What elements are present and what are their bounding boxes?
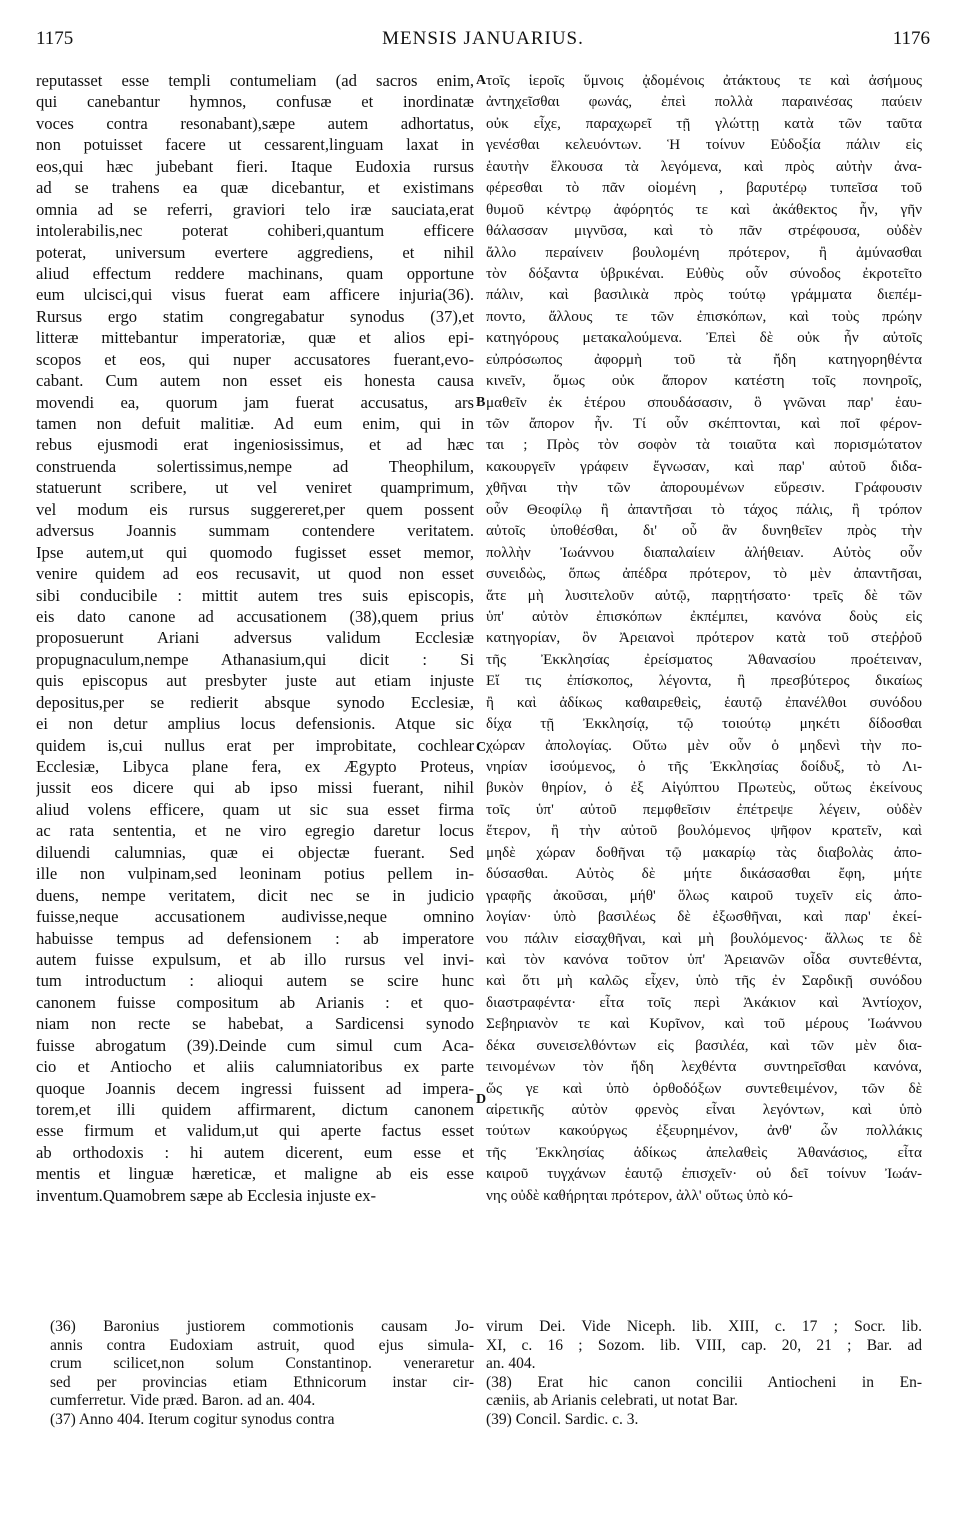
latin-text-line: inventum.Quamobrem sæpe ab Ecclesia injuste ex- [36, 1185, 377, 1205]
footnote-line: sed per provincias etiam Ethnicorum instar cir- [50, 1373, 474, 1391]
greek-text-line: βυκὸν θηρίον, ὁ ἐξ Αἰγύπτου Πρωτεὺς, οὕτως ἐκείνους [486, 779, 922, 797]
margin-mark-b: B [476, 395, 486, 410]
latin-text-line: omnia ad se referri, graviori telo iræ sauciata,erat [36, 199, 474, 219]
greek-text-line: εὐπρόσωπος ἀφορμὴ τοῦ τὰ ἤδη κατηγορηθέντα [486, 350, 922, 368]
footnote-line: cumferretur. Vide præd. Baron. ad an. 404. [50, 1392, 316, 1410]
latin-text-line: cio et Antiocho et aliis calumniatoribus ex parte [36, 1057, 474, 1077]
greek-text-line: θάλασσαν μιγνῦσα, καὶ τὸ πᾶν στρέφουσα, οὐδὲν [486, 222, 922, 240]
running-header [36, 20, 930, 60]
greek-text-line: καιροῦ τυγχάνων ἑαυτῷ ἐπισχεῖν· οὐ δεῖ τοίνυν Ἰωάν- [486, 1165, 922, 1183]
footnote-line: XI, c. 16 ; Sozom. lib. VIII, cap. 20, 21 ; Bar. ad [486, 1336, 922, 1354]
greek-text-line: ποντο, ἄλλους τε τῶν ἐπισκόπων, καὶ τοὺς πρώην [486, 307, 922, 325]
greek-text-line: τεινομένων τὸν ἤδη λεχθέντα συντηρεῖσθαι κανόνα, [486, 1058, 922, 1076]
latin-text-line: eos,qui hæc jubebant fieri. Itaque Eudoxia rursus [36, 156, 474, 176]
latin-text-line: mentis et linguæ hæreticæ, et maligne ab eis esse [36, 1164, 474, 1184]
greek-text-line: ὥς γε καὶ ὑπὸ ὀρθοδόξων συντεθειμένον, τῶν δὲ [486, 1079, 922, 1097]
greek-text-line: κατηγόρους μετακαλούμενα. Ἐπεὶ δὲ οὐκ ἦν αὐτοῖς [486, 329, 922, 347]
latin-text-line: cabant. Cum autem non esset eis honesta causa [36, 371, 474, 391]
latin-text-line: esse firmum et validum,ut qui aperte factus esset [36, 1121, 474, 1141]
greek-text-line: γραφῆς ἀκοῦσαι, μήθ' ὅλως καιροῦ τυχεῖν εἰς ἀπο- [486, 886, 922, 904]
latin-text-line: venire quidem ad eos recusavit, ut quod non esset [36, 564, 474, 584]
latin-text-line: quidem is,cui nullus erat per improbitate, cochlear [36, 735, 474, 755]
latin-text-line: movendi ea, quorum jam fuerat accusatus, ars [36, 392, 474, 412]
greek-text-line: τῆς Ἐκκλησίας ἐρείσματος Ἀθανασίου προέτειναν, [486, 650, 922, 668]
latin-text-line: sibi conducibile : mittit autem tres suis episcopis, [36, 585, 474, 605]
greek-text-line: συνειδὼς, ὅπως ἀπέδρα πρότερον, τὸ μὲν ἀπαντῆσαι, [486, 565, 922, 583]
latin-text-line: rebus ejusmodi erat ingeniosissimus, et ad hæc [36, 435, 474, 455]
latin-text-line: non potuisset facere ut cessarent,linguam laxat in [36, 135, 474, 155]
greek-text-line: ἑαυτὴν ἕλκουσα τὰ λεγόμενα, καὶ πρὸς αὐτὴν ἀνα- [486, 157, 922, 175]
latin-text-line: ei non detur amplius locus defensionis. Atque sic [36, 714, 474, 734]
greek-text-line: θυμοῦ κέντρῳ ἀφόρητός τε καὶ ἀκάθεκτος ἦν, γῆν [486, 200, 922, 218]
latin-text-line: niam non recte se habebat, a Sardicensi synodo [36, 1014, 474, 1034]
footnote-line: crum scilicet,non solum Constantinop. veneraretur [50, 1355, 474, 1373]
latin-text-line: aliud volens efficere, quam ut sic sua esset firma [36, 799, 474, 819]
greek-text-line: τοῖς ἱεροῖς ὕμνοις ᾀδομένοις ἀτάκτους τε καὶ ἀσήμους [486, 72, 922, 89]
latin-text-line: canonem fuisse compositum ab Arianis : et quo- [36, 992, 474, 1012]
footnote-line: annis contra Eudoxiam astruit, quod ejus simula- [50, 1336, 474, 1354]
latin-text-line: voces contra resonabant),sæpe autem adhortatus, [36, 113, 474, 133]
greek-text-line: νηρίαν ἰσούμενος, ὁ τῆς Ἐκκλησίας δοίδυξ, τὸ Λι- [486, 758, 922, 775]
latin-text-line: vel modum eis rursus suggereret,per quem possent [36, 499, 474, 519]
latin-text-line: quis episcopus aut presbyter juste aut etiam injuste [36, 671, 474, 691]
greek-text-line: κινεῖν, ὅμως οὐκ ἄπορον κατέστη τοῖς πονηροῖς, [486, 372, 922, 390]
greek-text-line: Εἴ τις ἐπίσκοπος, λέγοντα, ἢ πρεσβύτερος δικαίως [486, 672, 922, 690]
greek-text-line: οὖν Θεοφίλῳ ἢ ἀπαντῆσαι τὸ τάχος πάλις, ἢ τρόπον [486, 500, 922, 518]
latin-text-line: Ecclesiæ, Libyca plane fera, ex Ægypto Proteus, [36, 757, 474, 776]
footnote-line: (36) Baronius justiorem commotionis causam Jo- [50, 1318, 474, 1335]
greek-column [486, 70, 922, 1206]
latin-text-line: depositus,per se redierit absque synodo Ecclesiæ, [36, 692, 474, 712]
greek-text-line: ὑπ' αὐτὸν ἐπισκόπων ἐκπέμπει, κανόνα δοὺς εἰς [486, 607, 922, 625]
latin-text-line: qui canebantur hymnos, confusæ et inordinatæ [36, 92, 474, 112]
latin-text-line: jussit eos dicere qui ab ipso missi fuerant, nihil [36, 778, 474, 798]
latin-text-line: reputasset esse templi contumeliam (ad sacros enim, [36, 71, 474, 90]
greek-text-line: ται ; Πρὸς τὸν σοφὸν τὰ τοιαῦτα καὶ πορισμώτατον [486, 436, 922, 454]
latin-text-line: poterat, universum evertere aggrediens, et nihil [36, 242, 474, 262]
greek-text-line: δύσασθαι. Αὐτὸς δὲ μήτε δικάσασθαι ἔφη, μήτε [486, 865, 922, 883]
latin-text-line: construenda solertissimus,nempe ad Theophilum, [36, 456, 474, 476]
greek-text-line: χώραν ἀπολογίας. Οὕτω μὲν οὖν ὁ μηδενὶ τὴν πο- [486, 736, 922, 754]
greek-text-line: νης οὐδὲ καθήρηται πρότερον, ἀλλ' οὕτως ὑπὸ κό- [486, 1186, 793, 1204]
greek-text-line: Σεβηριανὸν τε καὶ Κυρῖνον, καὶ τοῦ μέρους Ἰωάννου [486, 1015, 922, 1033]
margin-mark-c: C [476, 740, 487, 755]
greek-text-line: ἅτε μὴ λυσιτελοῦν αὐτῷ, παρῃτήσατο· τρεῖς δὲ τῶν [486, 586, 922, 604]
greek-text-line: τοῖς ὑπ' αὐτοῦ πεμφθεῖσιν ἐπέτρεψε λέγειν, οὐδὲν [486, 800, 922, 818]
latin-text-line: proposuerunt Ariani adversus validum Ecclesiæ [36, 628, 474, 648]
latin-text-line: litteræ mittebantur imperatoriæ, quæ et alios epi- [36, 328, 474, 348]
latin-text-line: intolerabilis,nec poterat cohiberi,quantum efficere [36, 221, 474, 241]
latin-text-line: ille non vulpinam,sed leoninam potius pellem in- [36, 864, 474, 884]
greek-text-line: γενέσθαι κελευόντων. Ἡ τοίνυν Εὐδοξία πάλιν εἰς [486, 136, 922, 154]
latin-text-line: eis dato canone ad accusationem (38),quem prius [36, 606, 474, 626]
greek-text-line: καὶ τὸν κανόνα τοῦτον ὑπ' Ἀρειανῶν οἶδα συντεθέντα, [486, 950, 922, 968]
greek-text-line: κακουργεῖν γράφειν ἔγνωσαν, καὶ παρ' αὐτοῦ διδα- [486, 457, 922, 475]
running-title: MENSIS JANUARIUS. [382, 28, 584, 49]
latin-column [36, 70, 474, 1206]
greek-text-line: δίχα τῇ Ἐκκλησίᾳ, τῷ τοιούτῳ μηκέτι δίδοσθαι [486, 715, 922, 733]
page-number-left: 1175 [36, 28, 74, 49]
greek-text-line: φέρεσθαι τὸ πᾶν οἰομένη , βαρυτέρῳ τυπεῖσα τοῦ [486, 179, 922, 197]
latin-text-line: autem fuisse expulsum, et ab illo rursus vel invi- [36, 949, 474, 969]
footnote-line: virum Dei. Vide Niceph. lib. XIII, c. 17 ; Socr. lib. [486, 1318, 922, 1335]
greek-text-line: τούτων κακούργως ἐξευρημένον, ἀνθ' ὧν πολλάκις [486, 1122, 922, 1140]
latin-text-line: habuisse tempus ad defensionem : ab imperatore [36, 928, 474, 948]
footnotes-right [486, 1318, 922, 1430]
footnote-line: (37) Anno 404. Iterum cogitur synodus contra [50, 1410, 335, 1428]
greek-text-line: τὸν δόξαντα ὑβρικέναι. Εὐθὺς οὖν σύνοδος ἐκροτεῖτο [486, 264, 922, 282]
page-number-right: 1176 [892, 28, 930, 49]
greek-text-line: λογίαν· ὑπὸ βασιλέως δὲ ἐξωσθῆναι, καὶ παρ' ἐκεί- [486, 908, 922, 926]
latin-text-line: ab orthodoxis : hi autem dicerent, eum esse et [36, 1142, 474, 1162]
margin-mark-a: A [476, 73, 487, 88]
greek-text-line: ἕτερον, ἢ τὴν αὐτοῦ βουλόμενος ψῆφον κρατεῖν, καὶ [486, 822, 922, 840]
greek-text-line: οὐκ εἶχε, παραχωρεῖ τῇ γλώττῃ κατὰ τῶν ταῦτα [486, 114, 922, 132]
greek-text-line: αἱρετικῆς αὐτὸν φρενὸς εἶναι λεγόντων, καὶ ὑπὸ [486, 1101, 922, 1118]
latin-text-line: fuisse abrogatum (39).Deinde cum simul cum Aca- [36, 1035, 474, 1055]
latin-text-line: eum ulcisci,qui visus fuerat eam afficere injuria(36). [36, 285, 474, 305]
latin-text-line: diluendi calumnias, quæ ei objectæ fuerant. Sed [36, 842, 474, 862]
latin-text-line: torem,et illi quidem affirmarent, dictum canonem [36, 1100, 474, 1119]
latin-text-line: ad se trahens ea quæ dicebantur, et existimans [36, 178, 474, 198]
latin-text-line: tum introductum : alioqui autem se scire hunc [36, 971, 474, 991]
footnote-line: cæniis, ab Arianis celebrati, ut notat Bar. [486, 1392, 738, 1410]
latin-text-line: propugnaculum,nempe Athanasium,qui dicit : Si [36, 649, 474, 669]
greek-text-line: ἢ καὶ ἀδίκως καθαιρεθεὶς, ἑαυτῷ ἐπανέλθοι συνόδου [486, 693, 922, 711]
greek-text-line: καὶ ὅτι μὴ καλῶς εἶχεν, ὑπὸ τῆς ἐν Σαρδικῇ συνόδου [486, 972, 922, 990]
latin-text-line: tamen non defuit malitiæ. Ad eum enim, qui in [36, 414, 474, 433]
footnote-line: (39) Concil. Sardic. c. 3. [486, 1410, 639, 1428]
latin-text-line: aliud effectum reddere machinans, quam opportune [36, 263, 474, 283]
greek-text-line: ἄλλο περαίνειν βουλομένη πρότερον, ἢ ἀμύνασθαι [486, 243, 922, 261]
greek-text-line: πολλὴν Ἰωάννου διαπαλαίειν ἀλήθειαν. Αὐτὸς οὖν [486, 543, 922, 561]
greek-text-line: μαθεῖν ἐκ ἑτέρου σπουδάσασιν, ὃ γνῶναι παρ' ἑαυ- [486, 393, 922, 411]
footnotes-left [50, 1318, 474, 1430]
greek-text-line: χθῆναι τὴν τῶν ἀπορουμένων εὕρεσιν. Γράφουσιν [486, 479, 922, 497]
greek-text-line: τῆς Ἐκκλησίας ἀδίκως ἀπελαθεὶς Ἀθανάσιος, εἶτα [486, 1143, 922, 1161]
greek-text-line: νου πάλιν εἰσαχθῆναι, καὶ μὴ βουλόμενος· ἄλλως τε δὲ [486, 929, 922, 947]
greek-text-line: διαστραφέντα· εἶτα τοῖς περὶ Ἀκάκιον καὶ Ἀντίοχον, [486, 993, 922, 1011]
margin-mark-d: D [476, 1092, 487, 1107]
latin-text-line: Rursus ergo statim congregabatur synodus (37),et [36, 306, 474, 326]
greek-text-line: τῶν ἄπορον ἦν. Τί οὖν σκέπτονται, καὶ ποῖ φέρον- [486, 415, 922, 432]
greek-text-line: πάλιν, καὶ βασιλικὰ πρὸς τούτῳ γράμματα διεπέμ- [486, 286, 922, 304]
latin-text-line: quoque Joannis decem ingressi fuissent ad impera- [36, 1078, 474, 1098]
greek-text-line: δέκα συνεισελθόντων εἰς βασιλέα, καὶ τῶν μὲν δια- [486, 1036, 922, 1054]
latin-text-line: adversus Joannis summam contendere veritatem. [36, 521, 474, 541]
greek-text-line: κατηγορίαν, ὃν Ἀρειανοὶ πρότερον κατὰ τοῦ στεῤῥοῦ [486, 629, 922, 647]
greek-text-line: μηδὲ χώραν δοθῆναι τῷ μακαρίῳ τὰς διαβολὰς ἀπο- [486, 843, 922, 861]
footnote-line: (38) Erat hic canon concilii Antiocheni in En- [486, 1373, 922, 1391]
footnote-line: an. 404. [486, 1355, 536, 1373]
latin-text-line: statuerunt scribere, ut vel veniret quamprimum, [36, 478, 474, 498]
greek-text-line: αὐτοῖς ὑποθέσθαι, δι' οὗ ἂν δυνηθεῖεν πρὸς τὴν [486, 522, 922, 540]
latin-text-line: ac rata sententia, et ne viro egregio daretur locus [36, 821, 474, 841]
latin-text-line: scopos et eos, qui nuper accusatores fuerant,evo- [36, 349, 474, 369]
latin-text-line: Ipse autem,ut qui quomodo fugisset esset memor, [36, 542, 474, 562]
latin-text-line: duens, nempe veritatem, dicit nec se in judicio [36, 885, 474, 905]
greek-text-line: ἀντηχεῖσθαι φωνάς, ἐπεὶ πολλὰ παραινέσας παύειν [486, 93, 922, 111]
latin-text-line: fuisse,neque accusationem audivisse,neque omnino [36, 907, 474, 927]
